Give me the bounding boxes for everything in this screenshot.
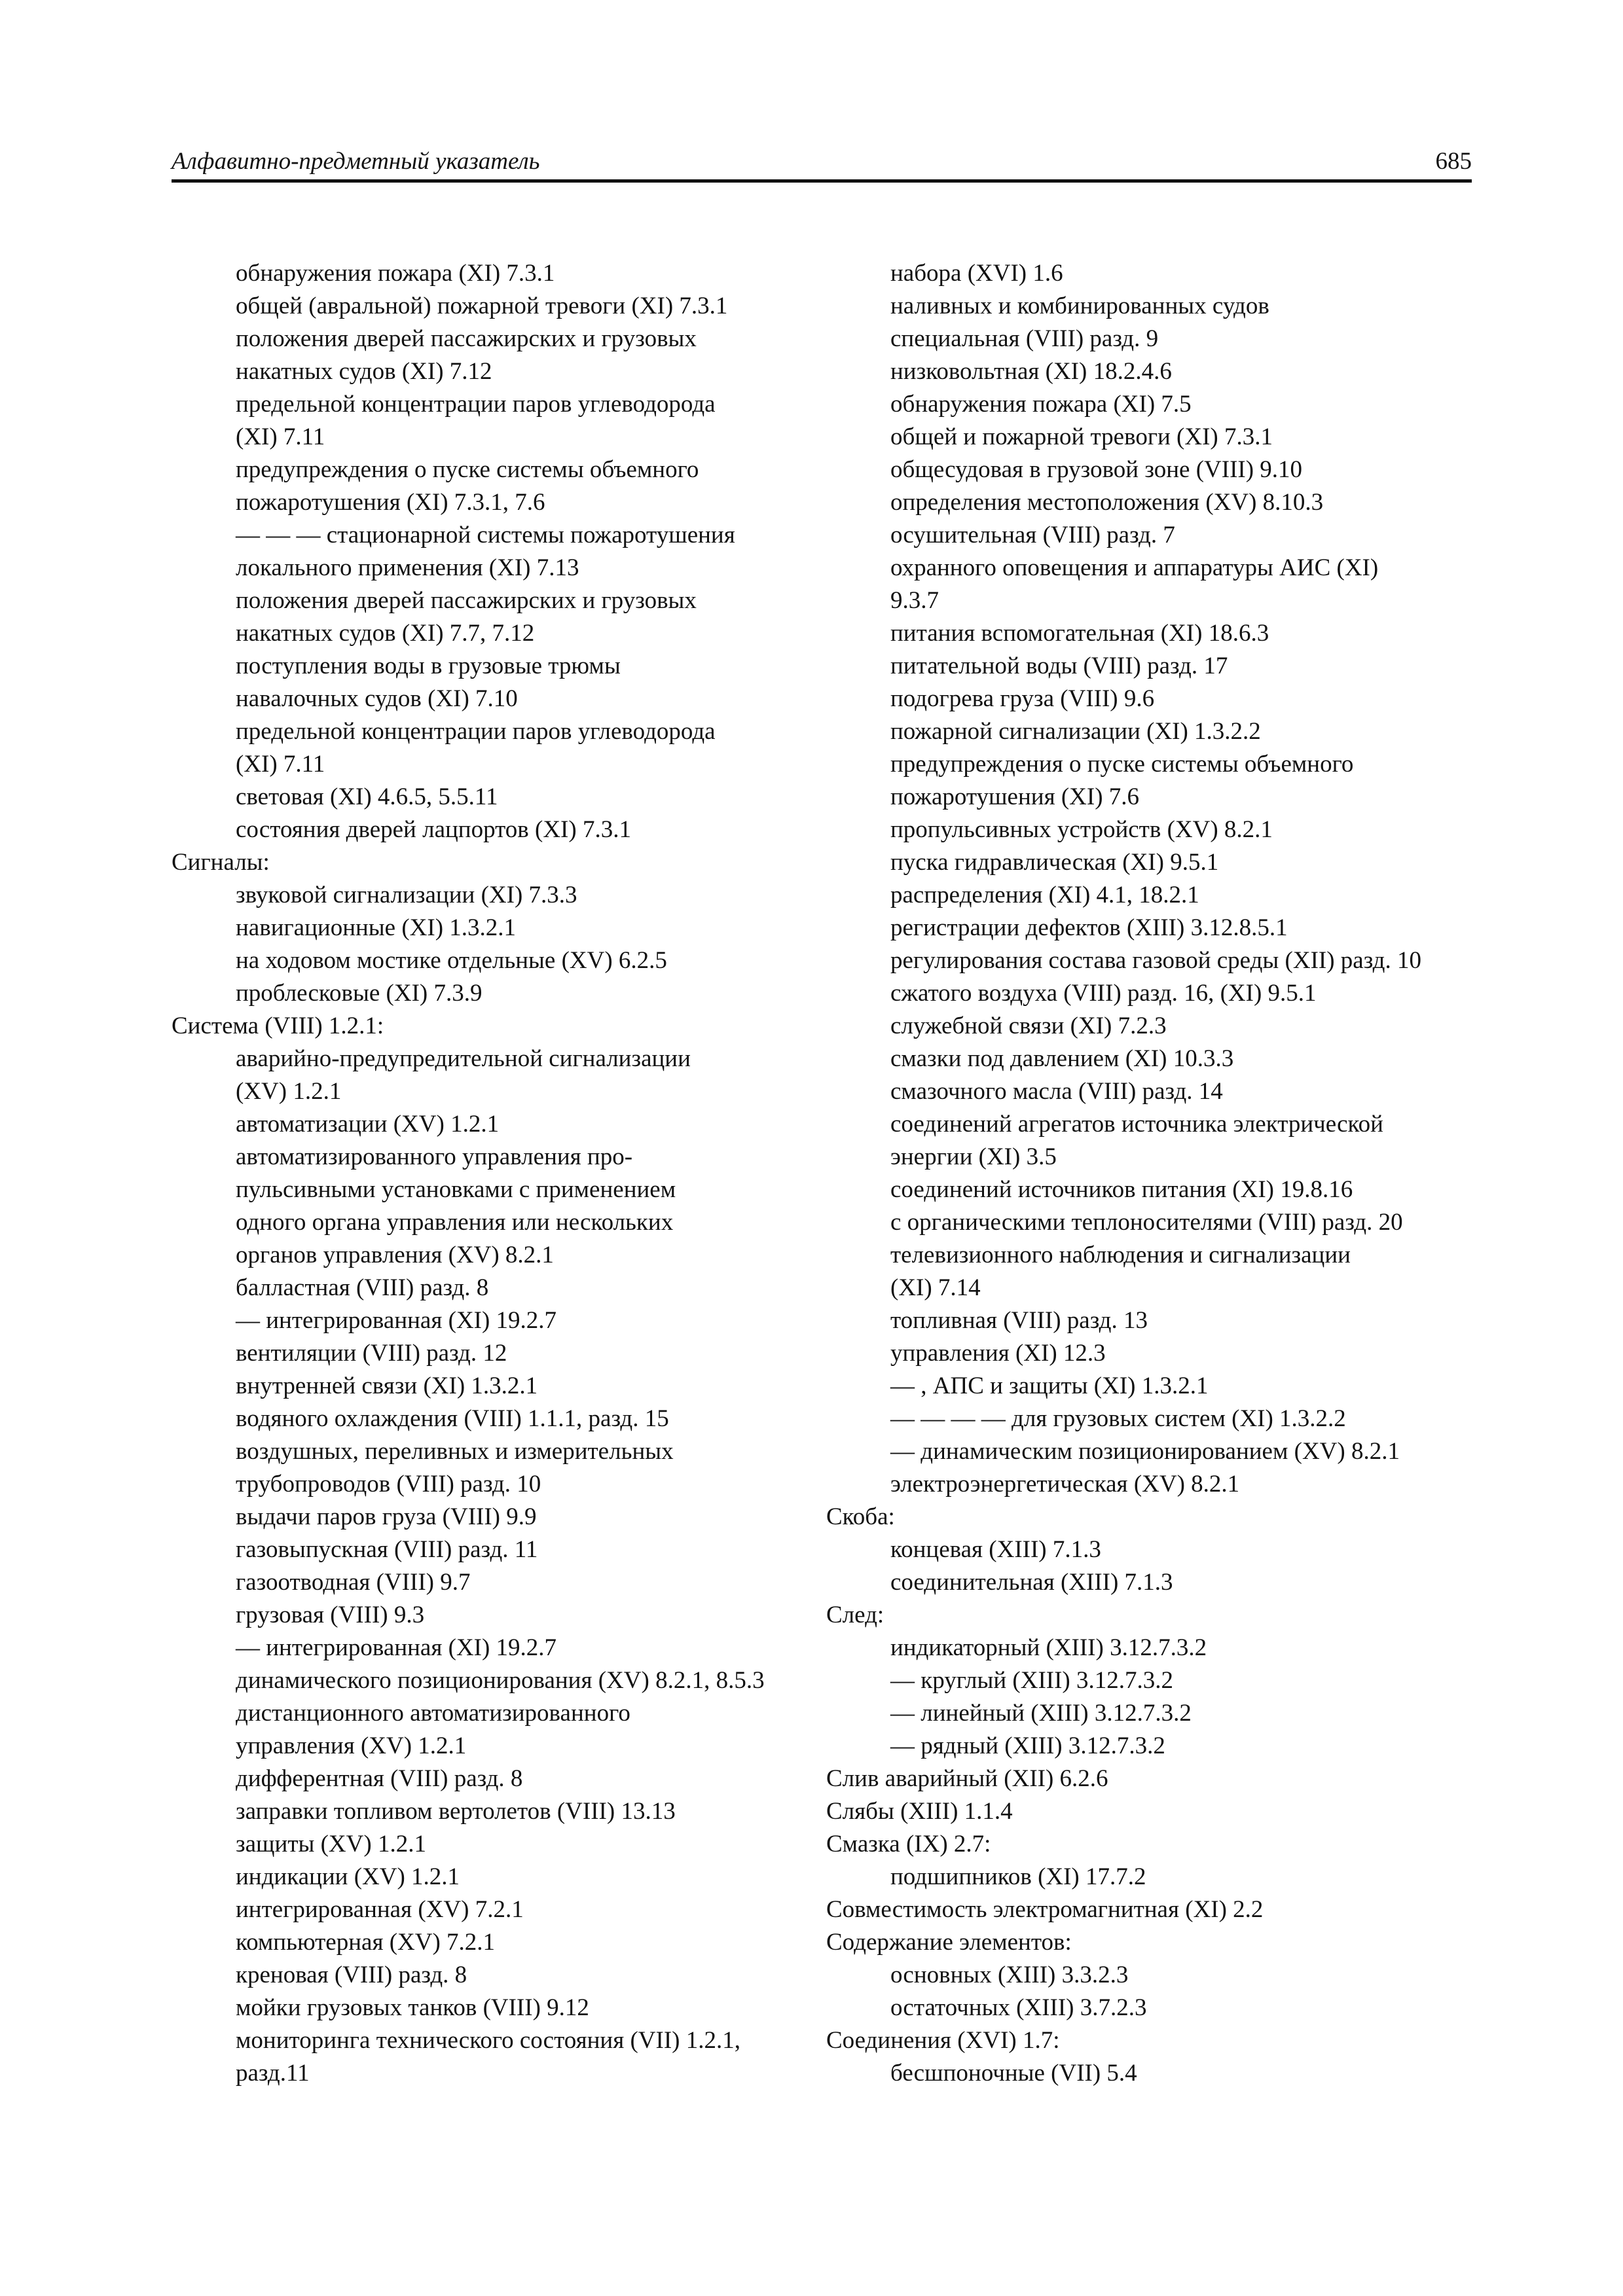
index-entry: навигационные (XI) 1.3.2.1 (236, 914, 517, 941)
index-entry: — рядный (XIII) 3.12.7.3.2 (890, 1732, 1165, 1759)
index-heading: Слябы (XIII) 1.1.4 (826, 1798, 1013, 1825)
index-entry: водяного охлаждения (VIII) 1.1.1, разд. 15 (236, 1405, 669, 1432)
index-entry: регистрации дефектов (XIII) 3.12.8.5.1 (890, 914, 1288, 941)
index-entry: мойки грузовых танков (VIII) 9.12 (236, 1994, 589, 2021)
index-entry: автоматизированного управления про- (236, 1143, 633, 1170)
index-entry: балластная (VIII) разд. 8 (236, 1274, 489, 1301)
index-entry: дистанционного автоматизированного (236, 1700, 630, 1727)
index-entry: внутренней связи (XI) 1.3.2.1 (236, 1372, 538, 1399)
index-entry: соединений источников питания (XI) 19.8.16 (890, 1176, 1353, 1203)
index-entry: газоотводная (VIII) 9.7 (236, 1569, 471, 1596)
index-entry: обнаружения пожара (XI) 7.3.1 (236, 260, 555, 287)
index-entry: (XI) 7.11 (236, 423, 325, 450)
index-entry: наливных и комбинированных судов (890, 293, 1269, 319)
index-entry: индикации (XV) 1.2.1 (236, 1863, 460, 1890)
index-heading: Смазка (IX) 2.7: (826, 1831, 991, 1857)
index-entry: вентиляции (VIII) разд. 12 (236, 1340, 507, 1367)
index-entry: охранного оповещения и аппаратуры АИС (XI) (890, 554, 1379, 581)
index-entry: накатных судов (XI) 7.7, 7.12 (236, 620, 535, 647)
index-entry: телевизионного наблюдения и сигнализации (890, 1242, 1351, 1268)
index-entry: креновая (VIII) разд. 8 (236, 1962, 467, 1988)
index-entry: индикаторный (XIII) 3.12.7.3.2 (890, 1634, 1207, 1661)
index-entry: заправки топливом вертолетов (VIII) 13.13 (236, 1798, 676, 1825)
index-entry: звуковой сигнализации (XI) 7.3.3 (236, 882, 577, 908)
index-entry: защиты (XV) 1.2.1 (236, 1831, 426, 1857)
index-column-left (172, 257, 800, 2090)
index-entry: дифферентная (VIII) разд. 8 (236, 1765, 523, 1792)
index-entry: с органическими теплоносителями (VIII) разд. 20 (890, 1209, 1403, 1236)
index-entry: пуска гидравлическая (XI) 9.5.1 (890, 849, 1219, 876)
page-number: 685 (1435, 148, 1472, 175)
index-entry: бесшпоночные (VII) 5.4 (890, 2060, 1137, 2087)
index-entry: (XI) 7.11 (236, 751, 325, 778)
index-entry: компьютерная (XV) 7.2.1 (236, 1929, 496, 1956)
index-entry: мониторинга технического состояния (VII) 1.2.1, (236, 2027, 740, 2054)
index-entry: осушительная (VIII) разд. 7 (890, 522, 1175, 548)
index-entry: состояния дверей лацпортов (XI) 7.3.1 (236, 816, 631, 843)
index-entry: (XI) 7.14 (890, 1274, 981, 1301)
index-entry: смазки под давлением (XI) 10.3.3 (890, 1045, 1234, 1072)
index-heading: Сигналы: (172, 849, 270, 876)
index-entry: — интегрированная (XI) 19.2.7 (236, 1634, 557, 1661)
index-entry: — динамическим позиционированием (XV) 8.2.1 (890, 1438, 1400, 1465)
index-entry: аварийно-предупредительной сигнализации (236, 1045, 691, 1072)
index-entry: соединений агрегатов источника электрической (890, 1111, 1383, 1138)
index-entry: — — — стационарной системы пожаротушения (236, 522, 735, 548)
index-entry: разд.11 (236, 2060, 310, 2087)
index-entry: органов управления (XV) 8.2.1 (236, 1242, 554, 1268)
index-heading: Система (VIII) 1.2.1: (172, 1013, 384, 1039)
index-entry: определения местоположения (XV) 8.10.3 (890, 489, 1324, 516)
index-entry: питательной воды (VIII) разд. 17 (890, 653, 1228, 679)
index-entry: подшипников (XI) 17.7.2 (890, 1863, 1146, 1890)
index-entry: обнаружения пожара (XI) 7.5 (890, 391, 1192, 418)
index-entry: предупреждения о пуске системы объемного (890, 751, 1354, 778)
index-entry: 9.3.7 (890, 587, 939, 614)
index-entry: интегрированная (XV) 7.2.1 (236, 1896, 524, 1923)
index-entry: общей (авральной) пожарной тревоги (XI) 7.3.1 (236, 293, 728, 319)
index-entry: выдачи паров груза (VIII) 9.9 (236, 1503, 537, 1530)
index-entry: подогрева груза (VIII) 9.6 (890, 685, 1155, 712)
index-entry: общей и пожарной тревоги (XI) 7.3.1 (890, 423, 1273, 450)
index-entry: — линейный (XIII) 3.12.7.3.2 (890, 1700, 1192, 1727)
index-entry: газовыпускная (VIII) разд. 11 (236, 1536, 538, 1563)
index-column-right (826, 257, 1474, 2090)
index-entry: специальная (VIII) разд. 9 (890, 325, 1159, 352)
index-entry: распределения (XI) 4.1, 18.2.1 (890, 882, 1199, 908)
index-entry: проблесковые (XI) 7.3.9 (236, 980, 483, 1007)
index-entry: положения дверей пассажирских и грузовых (236, 587, 697, 614)
index-entry: сжатого воздуха (VIII) разд. 16, (XI) 9.5.1 (890, 980, 1317, 1007)
page-header (172, 145, 1472, 183)
index-entry: предупреждения о пуске системы объемного (236, 456, 699, 483)
index-entry: световая (XI) 4.6.5, 5.5.11 (236, 783, 498, 810)
index-entry: смазочного масла (VIII) разд. 14 (890, 1078, 1223, 1105)
index-entry: управления (XI) 12.3 (890, 1340, 1106, 1367)
index-entry: набора (XVI) 1.6 (890, 260, 1063, 287)
index-entry: навалочных судов (XI) 7.10 (236, 685, 518, 712)
index-entry: — , АПС и защиты (XI) 1.3.2.1 (890, 1372, 1209, 1399)
index-entry: пропульсивных устройств (XV) 8.2.1 (890, 816, 1273, 843)
index-entry: электроэнергетическая (XV) 8.2.1 (890, 1471, 1240, 1498)
index-entry: воздушных, переливных и измерительных (236, 1438, 674, 1465)
index-entry: пожарной сигнализации (XI) 1.3.2.2 (890, 718, 1261, 745)
index-entry: — круглый (XIII) 3.12.7.3.2 (890, 1667, 1173, 1694)
index-entry: на ходовом мостике отдельные (XV) 6.2.5 (236, 947, 667, 974)
index-entry: пожаротушения (XI) 7.3.1, 7.6 (236, 489, 545, 516)
index-entry: поступления воды в грузовые трюмы (236, 653, 621, 679)
index-entry: остаточных (XIII) 3.7.2.3 (890, 1994, 1147, 2021)
index-entry: служебной связи (XI) 7.2.3 (890, 1013, 1167, 1039)
index-entry: управления (XV) 1.2.1 (236, 1732, 467, 1759)
index-heading: Совместимость электромагнитная (XI) 2.2 (826, 1896, 1264, 1923)
index-heading: Слив аварийный (XII) 6.2.6 (826, 1765, 1108, 1792)
index-entry: локального применения (XI) 7.13 (236, 554, 579, 581)
index-entry: грузовая (VIII) 9.3 (236, 1602, 425, 1628)
index-entry: питания вспомогательная (XI) 18.6.3 (890, 620, 1269, 647)
index-entry: положения дверей пассажирских и грузовых (236, 325, 697, 352)
index-heading: Содержание элементов: (826, 1929, 1072, 1956)
index-entry: топливная (VIII) разд. 13 (890, 1307, 1148, 1334)
index-entry: накатных судов (XI) 7.12 (236, 358, 492, 385)
index-entry: общесудовая в грузовой зоне (VIII) 9.10 (890, 456, 1303, 483)
index-entry: энергии (XI) 3.5 (890, 1143, 1057, 1170)
index-entry: предельной концентрации паров углеводорода (236, 391, 716, 418)
index-entry: автоматизации (XV) 1.2.1 (236, 1111, 500, 1138)
index-heading: След: (826, 1602, 884, 1628)
running-title: Алфавитно-предметный указатель (172, 148, 540, 175)
index-entry: предельной концентрации паров углеводорода (236, 718, 716, 745)
index-entry: — интегрированная (XI) 19.2.7 (236, 1307, 557, 1334)
index-entry: — — — — для грузовых систем (XI) 1.3.2.2 (890, 1405, 1346, 1432)
index-entry: низковольтная (XI) 18.2.4.6 (890, 358, 1172, 385)
index-entry: пожаротушения (XI) 7.6 (890, 783, 1140, 810)
index-entry: пульсивными установками с применением (236, 1176, 676, 1203)
index-entry: (XV) 1.2.1 (236, 1078, 342, 1105)
index-entry: одного органа управления или нескольких (236, 1209, 674, 1236)
index-heading: Соединения (XVI) 1.7: (826, 2027, 1060, 2054)
index-entry: соединительная (XIII) 7.1.3 (890, 1569, 1173, 1596)
index-entry: трубопроводов (VIII) разд. 10 (236, 1471, 541, 1498)
index-heading: Скоба: (826, 1503, 895, 1530)
index-entry: концевая (XIII) 7.1.3 (890, 1536, 1101, 1563)
index-entry: основных (XIII) 3.3.2.3 (890, 1962, 1129, 1988)
index-entry: регулирования состава газовой среды (XII) разд. 10 (890, 947, 1421, 974)
index-entry: динамического позиционирования (XV) 8.2.1, 8.5.3 (236, 1667, 765, 1694)
